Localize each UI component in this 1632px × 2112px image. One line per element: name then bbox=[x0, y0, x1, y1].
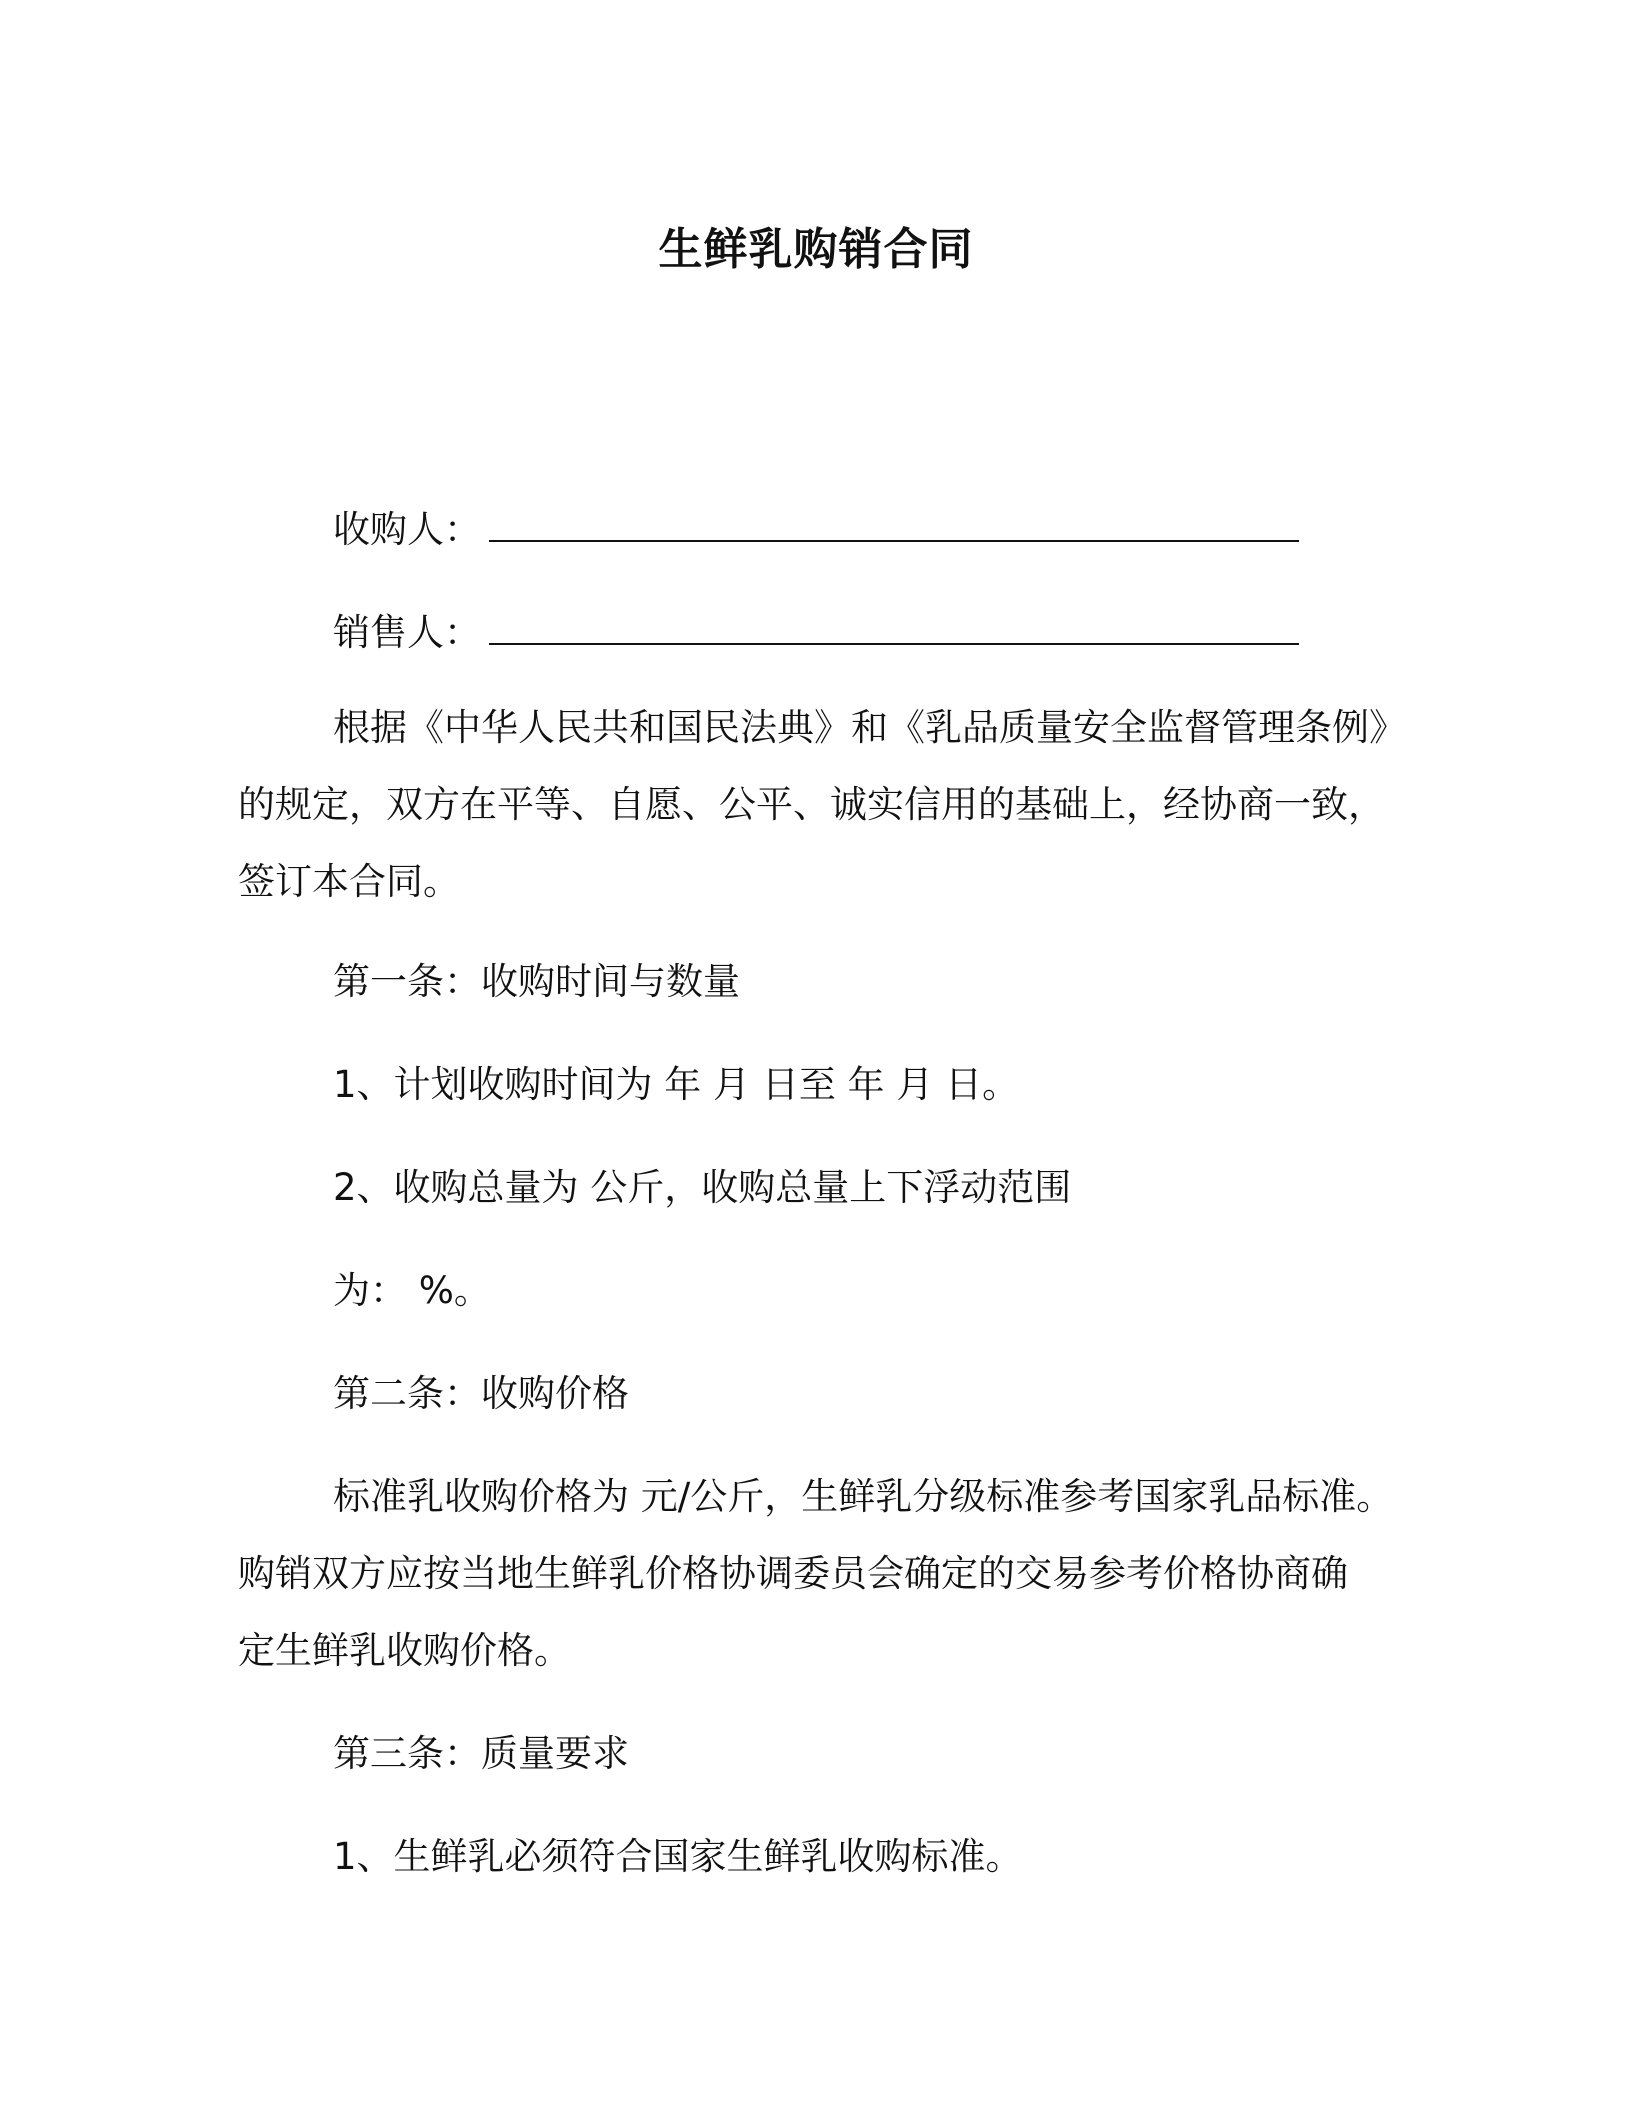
preamble-line: 的规定，双方在平等、自愿、公平、诚实信用的基础上，经协商一致， bbox=[238, 783, 1385, 826]
seller-label: 销售人： bbox=[333, 611, 481, 654]
preamble-line: 根据《中华人民共和国民法典》和《乳品质量安全监督管理条例》 bbox=[333, 706, 1406, 749]
buyer-label: 收购人： bbox=[333, 508, 481, 551]
article2-heading: 第二条：收购价格 bbox=[333, 1372, 629, 1415]
buyer-blank bbox=[489, 500, 1299, 542]
document-title: 生鲜乳购销合同 bbox=[658, 224, 974, 275]
buyer-field-row bbox=[333, 500, 1299, 555]
article3-item1: 1、生鲜乳必须符合国家生鲜乳收购标准。 bbox=[333, 1835, 1023, 1878]
article2-para-line: 定生鲜乳收购价格。 bbox=[238, 1629, 571, 1672]
article1-item2-line1: 2、收购总量为 公斤，收购总量上下浮动范围 bbox=[333, 1166, 1072, 1209]
preamble-line: 签订本合同。 bbox=[238, 860, 460, 903]
article3-heading: 第三条：质量要求 bbox=[333, 1732, 629, 1775]
seller-field-row bbox=[333, 603, 1299, 658]
seller-blank bbox=[489, 603, 1299, 645]
article1-heading: 第一条：收购时间与数量 bbox=[333, 960, 740, 1003]
article1-item2-line2: 为： %。 bbox=[333, 1269, 491, 1312]
article2-para-line: 标准乳收购价格为 元/公斤，生鲜乳分级标准参考国家乳品标准。 bbox=[333, 1475, 1394, 1518]
article2-para-line: 购销双方应按当地生鲜乳价格协调委员会确定的交易参考价格协商确 bbox=[238, 1552, 1348, 1595]
article1-item1: 1、计划收购时间为 年 月 日至 年 月 日。 bbox=[333, 1063, 1020, 1106]
